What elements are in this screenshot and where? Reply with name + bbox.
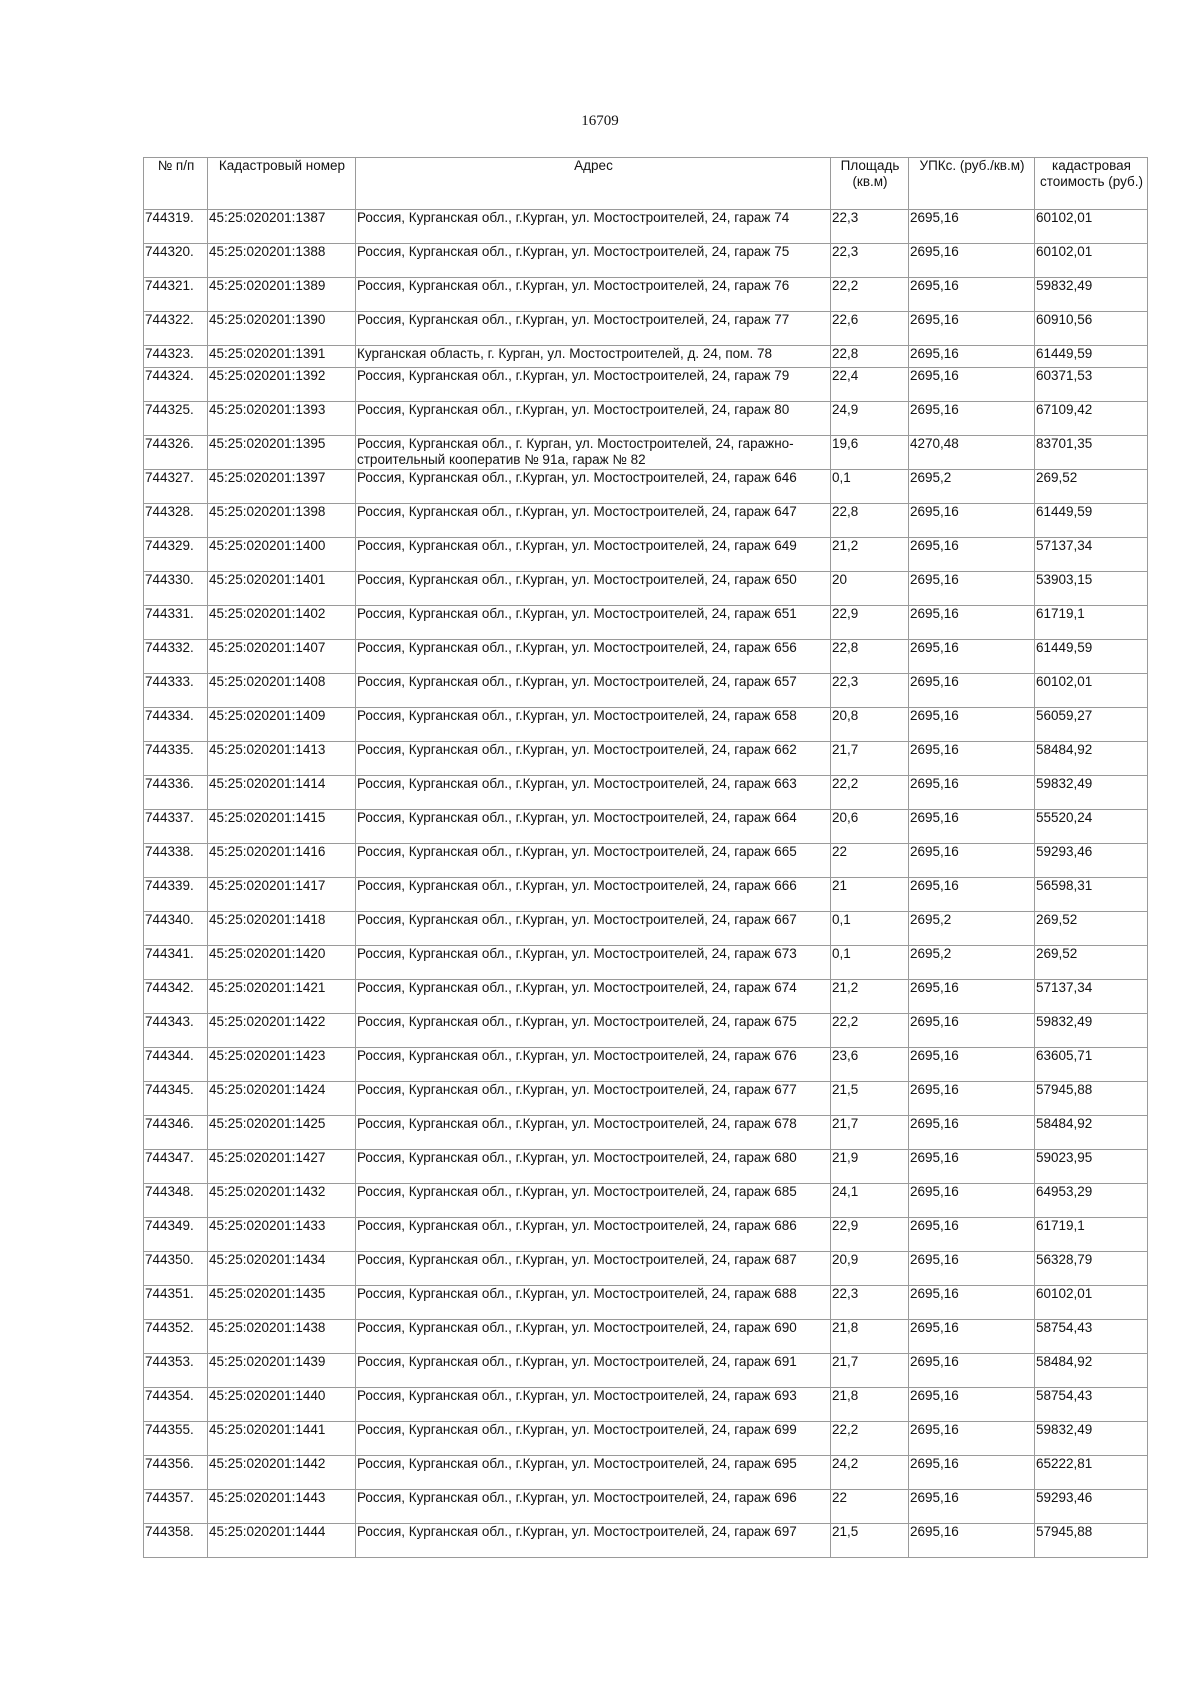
address: Россия, Курганская обл., г.Курган, ул. Мостостроителей, 24, гараж 677 [356, 1082, 831, 1116]
upks: 2695,16 [909, 278, 1035, 312]
table-row [144, 776, 1148, 810]
table-row [144, 470, 1148, 504]
cadastral-number: 45:25:020201:1434 [208, 1252, 356, 1286]
area: 21,7 [831, 742, 909, 776]
area: 22,8 [831, 504, 909, 538]
upks: 2695,16 [909, 1320, 1035, 1354]
cadastral-value: 58484,92 [1035, 1354, 1148, 1388]
cadastral-number: 45:25:020201:1418 [208, 912, 356, 946]
cadastral-number: 45:25:020201:1439 [208, 1354, 356, 1388]
area: 19,6 [831, 436, 909, 470]
cadastral-number: 45:25:020201:1424 [208, 1082, 356, 1116]
table-row [144, 1150, 1148, 1184]
upks: 2695,16 [909, 1116, 1035, 1150]
cadastral-number: 45:25:020201:1400 [208, 538, 356, 572]
address: Курганская область, г. Курган, ул. Мостостроителей, д. 24, пом. 78 [356, 346, 831, 368]
area: 20,6 [831, 810, 909, 844]
row-number: 744344. [144, 1048, 208, 1082]
area: 20,8 [831, 708, 909, 742]
cadastral-value: 64953,29 [1035, 1184, 1148, 1218]
cadastral-value: 269,52 [1035, 470, 1148, 504]
table-row [144, 346, 1148, 368]
area: 21,2 [831, 538, 909, 572]
cadastral-number: 45:25:020201:1435 [208, 1286, 356, 1320]
cadastral-value: 60910,56 [1035, 312, 1148, 346]
address: Россия, Курганская обл., г.Курган, ул. Мостостроителей, 24, гараж 658 [356, 708, 831, 742]
table-row [144, 368, 1148, 402]
cadastral-number: 45:25:020201:1444 [208, 1524, 356, 1558]
upks: 2695,16 [909, 312, 1035, 346]
cadastral-value: 53903,15 [1035, 572, 1148, 606]
row-number: 744336. [144, 776, 208, 810]
table-row [144, 1320, 1148, 1354]
address: Россия, Курганская обл., г.Курган, ул. Мостостроителей, 24, гараж 647 [356, 504, 831, 538]
row-number: 744339. [144, 878, 208, 912]
cadastral-number: 45:25:020201:1387 [208, 210, 356, 244]
upks: 2695,16 [909, 368, 1035, 402]
address: Россия, Курганская обл., г.Курган, ул. Мостостроителей, 24, гараж 676 [356, 1048, 831, 1082]
upks: 2695,16 [909, 1388, 1035, 1422]
header-cadastral-value: кадастровая стоимость (руб.) [1035, 158, 1148, 210]
row-number: 744346. [144, 1116, 208, 1150]
cadastral-number: 45:25:020201:1433 [208, 1218, 356, 1252]
cadastral-value: 60371,53 [1035, 368, 1148, 402]
area: 22,8 [831, 346, 909, 368]
upks: 2695,16 [909, 244, 1035, 278]
table-row [144, 742, 1148, 776]
upks: 2695,16 [909, 776, 1035, 810]
area: 22,4 [831, 368, 909, 402]
address: Россия, Курганская обл., г.Курган, ул. Мостостроителей, 24, гараж 651 [356, 606, 831, 640]
address: Россия, Курганская обл., г.Курган, ул. Мостостроителей, 24, гараж 75 [356, 244, 831, 278]
upks: 2695,16 [909, 980, 1035, 1014]
address: Россия, Курганская обл., г.Курган, ул. Мостостроителей, 24, гараж 680 [356, 1150, 831, 1184]
header-upks: УПКс. (руб./кв.м) [909, 158, 1035, 210]
address: Россия, Курганская обл., г.Курган, ул. Мостостроителей, 24, гараж 699 [356, 1422, 831, 1456]
address: Россия, Курганская обл., г.Курган, ул. Мостостроителей, 24, гараж 674 [356, 980, 831, 1014]
cadastral-number: 45:25:020201:1389 [208, 278, 356, 312]
cadastral-value: 58484,92 [1035, 742, 1148, 776]
upks: 2695,2 [909, 946, 1035, 980]
upks: 2695,16 [909, 1218, 1035, 1252]
table-row [144, 946, 1148, 980]
cadastral-value: 60102,01 [1035, 674, 1148, 708]
table-row [144, 572, 1148, 606]
cadastral-value: 59832,49 [1035, 1422, 1148, 1456]
row-number: 744335. [144, 742, 208, 776]
area: 22,8 [831, 640, 909, 674]
cadastral-value: 57137,34 [1035, 538, 1148, 572]
page-number: 16709 [581, 113, 619, 129]
cadastral-number: 45:25:020201:1443 [208, 1490, 356, 1524]
cadastral-number: 45:25:020201:1397 [208, 470, 356, 504]
area: 24,2 [831, 1456, 909, 1490]
area: 22,2 [831, 1422, 909, 1456]
upks: 2695,16 [909, 402, 1035, 436]
upks: 2695,16 [909, 1354, 1035, 1388]
cadastral-number: 45:25:020201:1401 [208, 572, 356, 606]
upks: 2695,16 [909, 1286, 1035, 1320]
table-row [144, 436, 1148, 470]
address: Россия, Курганская обл., г.Курган, ул. Мостостроителей, 24, гараж 74 [356, 210, 831, 244]
cadastral-number: 45:25:020201:1423 [208, 1048, 356, 1082]
table-row [144, 1218, 1148, 1252]
cadastral-value: 57945,88 [1035, 1524, 1148, 1558]
address: Россия, Курганская обл., г.Курган, ул. Мостостроителей, 24, гараж 76 [356, 278, 831, 312]
address: Россия, Курганская обл., г.Курган, ул. Мостостроителей, 24, гараж 650 [356, 572, 831, 606]
upks: 2695,16 [909, 346, 1035, 368]
address: Россия, Курганская обл., г.Курган, ул. Мостостроителей, 24, гараж 80 [356, 402, 831, 436]
address: Россия, Курганская обл., г.Курган, ул. Мостостроителей, 24, гараж 666 [356, 878, 831, 912]
table-row [144, 244, 1148, 278]
row-number: 744338. [144, 844, 208, 878]
table-row [144, 674, 1148, 708]
cadastral-number: 45:25:020201:1409 [208, 708, 356, 742]
table-row [144, 1184, 1148, 1218]
table-row [144, 1388, 1148, 1422]
area: 20,9 [831, 1252, 909, 1286]
cadastral-number: 45:25:020201:1442 [208, 1456, 356, 1490]
row-number: 744343. [144, 1014, 208, 1048]
table-row [144, 312, 1148, 346]
cadastral-value: 83701,35 [1035, 436, 1148, 470]
area: 22,2 [831, 1014, 909, 1048]
cadastral-number: 45:25:020201:1421 [208, 980, 356, 1014]
table-row [144, 504, 1148, 538]
address: Россия, Курганская обл., г.Курган, ул. Мостостроителей, 24, гараж 685 [356, 1184, 831, 1218]
cadastral-value: 56059,27 [1035, 708, 1148, 742]
area: 0,1 [831, 946, 909, 980]
area: 22 [831, 844, 909, 878]
address: Россия, Курганская обл., г.Курган, ул. Мостостроителей, 24, гараж 688 [356, 1286, 831, 1320]
row-number: 744354. [144, 1388, 208, 1422]
cadastral-value: 59832,49 [1035, 278, 1148, 312]
cadastral-value: 61449,59 [1035, 504, 1148, 538]
area: 22,3 [831, 674, 909, 708]
row-number: 744349. [144, 1218, 208, 1252]
row-number: 744327. [144, 470, 208, 504]
area: 21,5 [831, 1524, 909, 1558]
row-number: 744333. [144, 674, 208, 708]
row-number: 744320. [144, 244, 208, 278]
table-row [144, 606, 1148, 640]
row-number: 744319. [144, 210, 208, 244]
cadastral-value: 59832,49 [1035, 1014, 1148, 1048]
cadastral-value: 58754,43 [1035, 1388, 1148, 1422]
header-cadastral-number: Кадастровый номер [208, 158, 356, 210]
upks: 2695,16 [909, 1490, 1035, 1524]
upks: 2695,16 [909, 1048, 1035, 1082]
cadastral-value: 57137,34 [1035, 980, 1148, 1014]
address: Россия, Курганская обл., г.Курган, ул. Мостостроителей, 24, гараж 691 [356, 1354, 831, 1388]
cadastral-value: 60102,01 [1035, 244, 1148, 278]
upks: 2695,16 [909, 572, 1035, 606]
cadastral-value: 59023,95 [1035, 1150, 1148, 1184]
header-area: Площадь (кв.м) [831, 158, 909, 210]
upks: 2695,16 [909, 1422, 1035, 1456]
address: Россия, Курганская обл., г.Курган, ул. Мостостроителей, 24, гараж 675 [356, 1014, 831, 1048]
row-number: 744328. [144, 504, 208, 538]
row-number: 744337. [144, 810, 208, 844]
upks: 2695,16 [909, 504, 1035, 538]
address: Россия, Курганская обл., г.Курган, ул. Мостостроителей, 24, гараж 79 [356, 368, 831, 402]
address: Россия, Курганская обл., г.Курган, ул. Мостостроителей, 24, гараж 667 [356, 912, 831, 946]
area: 21,8 [831, 1388, 909, 1422]
cadastral-number: 45:25:020201:1438 [208, 1320, 356, 1354]
address: Россия, Курганская обл., г.Курган, ул. Мостостроителей, 24, гараж 690 [356, 1320, 831, 1354]
cadastral-number: 45:25:020201:1432 [208, 1184, 356, 1218]
area: 20 [831, 572, 909, 606]
row-number: 744357. [144, 1490, 208, 1524]
table-row [144, 1422, 1148, 1456]
table-row [144, 878, 1148, 912]
area: 21,8 [831, 1320, 909, 1354]
table-row [144, 640, 1148, 674]
address: Россия, Курганская обл., г.Курган, ул. Мостостроителей, 24, гараж 696 [356, 1490, 831, 1524]
table-row [144, 1116, 1148, 1150]
cadastral-table [143, 157, 1148, 1558]
upks: 2695,16 [909, 538, 1035, 572]
table-row [144, 210, 1148, 244]
upks: 2695,16 [909, 1082, 1035, 1116]
cadastral-number: 45:25:020201:1392 [208, 368, 356, 402]
cadastral-value: 55520,24 [1035, 810, 1148, 844]
table-row [144, 1490, 1148, 1524]
row-number: 744345. [144, 1082, 208, 1116]
upks: 2695,16 [909, 810, 1035, 844]
area: 21 [831, 878, 909, 912]
cadastral-number: 45:25:020201:1417 [208, 878, 356, 912]
table-row [144, 844, 1148, 878]
address: Россия, Курганская обл., г.Курган, ул. Мостостроителей, 24, гараж 687 [356, 1252, 831, 1286]
table-row [144, 1286, 1148, 1320]
cadastral-number: 45:25:020201:1391 [208, 346, 356, 368]
upks: 2695,16 [909, 1014, 1035, 1048]
address: Россия, Курганская обл., г.Курган, ул. Мостостроителей, 24, гараж 665 [356, 844, 831, 878]
cadastral-value: 60102,01 [1035, 1286, 1148, 1320]
cadastral-value: 269,52 [1035, 946, 1148, 980]
upks: 2695,2 [909, 470, 1035, 504]
address: Россия, Курганская обл., г.Курган, ул. Мостостроителей, 24, гараж 695 [356, 1456, 831, 1490]
area: 22 [831, 1490, 909, 1524]
address: Россия, Курганская обл., г.Курган, ул. Мостостроителей, 24, гараж 77 [356, 312, 831, 346]
row-number: 744321. [144, 278, 208, 312]
table-row [144, 810, 1148, 844]
area: 22,6 [831, 312, 909, 346]
row-number: 744325. [144, 402, 208, 436]
row-number: 744356. [144, 1456, 208, 1490]
address: Россия, Курганская обл., г.Курган, ул. Мостостроителей, 24, гараж 656 [356, 640, 831, 674]
cadastral-value: 58754,43 [1035, 1320, 1148, 1354]
row-number: 744340. [144, 912, 208, 946]
row-number: 744355. [144, 1422, 208, 1456]
cadastral-value: 59832,49 [1035, 776, 1148, 810]
table-row [144, 1014, 1148, 1048]
area: 21,7 [831, 1116, 909, 1150]
row-number: 744352. [144, 1320, 208, 1354]
cadastral-value: 61449,59 [1035, 640, 1148, 674]
cadastral-number: 45:25:020201:1390 [208, 312, 356, 346]
area: 22,3 [831, 244, 909, 278]
table-row [144, 708, 1148, 742]
row-number: 744326. [144, 436, 208, 470]
cadastral-value: 65222,81 [1035, 1456, 1148, 1490]
upks: 2695,16 [909, 1524, 1035, 1558]
area: 23,6 [831, 1048, 909, 1082]
area: 22,9 [831, 1218, 909, 1252]
row-number: 744330. [144, 572, 208, 606]
area: 0,1 [831, 470, 909, 504]
header-address: Адрес [356, 158, 831, 210]
upks: 2695,16 [909, 674, 1035, 708]
row-number: 744322. [144, 312, 208, 346]
address: Россия, Курганская обл., г.Курган, ул. Мостостроителей, 24, гараж 693 [356, 1388, 831, 1422]
table-row [144, 1048, 1148, 1082]
area: 21,5 [831, 1082, 909, 1116]
cadastral-value: 63605,71 [1035, 1048, 1148, 1082]
area: 22,9 [831, 606, 909, 640]
cadastral-number: 45:25:020201:1415 [208, 810, 356, 844]
upks: 2695,16 [909, 210, 1035, 244]
upks: 2695,16 [909, 1456, 1035, 1490]
table-row [144, 1524, 1148, 1558]
upks: 2695,16 [909, 844, 1035, 878]
address: Россия, Курганская обл., г.Курган, ул. Мостостроителей, 24, гараж 646 [356, 470, 831, 504]
table-row [144, 538, 1148, 572]
row-number: 744332. [144, 640, 208, 674]
area: 22,2 [831, 776, 909, 810]
area: 21,9 [831, 1150, 909, 1184]
cadastral-number: 45:25:020201:1441 [208, 1422, 356, 1456]
area: 24,9 [831, 402, 909, 436]
upks: 4270,48 [909, 436, 1035, 470]
address: Россия, Курганская обл., г.Курган, ул. Мостостроителей, 24, гараж 649 [356, 538, 831, 572]
cadastral-value: 61719,1 [1035, 606, 1148, 640]
table-row [144, 1354, 1148, 1388]
table-row [144, 1252, 1148, 1286]
area: 21,7 [831, 1354, 909, 1388]
row-number: 744351. [144, 1286, 208, 1320]
upks: 2695,16 [909, 1252, 1035, 1286]
address: Россия, Курганская обл., г.Курган, ул. Мостостроителей, 24, гараж 673 [356, 946, 831, 980]
cadastral-value: 57945,88 [1035, 1082, 1148, 1116]
cadastral-value: 59293,46 [1035, 844, 1148, 878]
cadastral-value: 56598,31 [1035, 878, 1148, 912]
row-number: 744358. [144, 1524, 208, 1558]
area: 0,1 [831, 912, 909, 946]
cadastral-value: 67109,42 [1035, 402, 1148, 436]
upks: 2695,16 [909, 708, 1035, 742]
cadastral-number: 45:25:020201:1407 [208, 640, 356, 674]
area: 22,3 [831, 210, 909, 244]
row-number: 744334. [144, 708, 208, 742]
table-row [144, 1082, 1148, 1116]
cadastral-number: 45:25:020201:1440 [208, 1388, 356, 1422]
row-number: 744341. [144, 946, 208, 980]
upks: 2695,16 [909, 606, 1035, 640]
cadastral-number: 45:25:020201:1414 [208, 776, 356, 810]
cadastral-value: 61719,1 [1035, 1218, 1148, 1252]
row-number: 744350. [144, 1252, 208, 1286]
cadastral-number: 45:25:020201:1395 [208, 436, 356, 470]
upks: 2695,16 [909, 1184, 1035, 1218]
table-row [144, 1456, 1148, 1490]
cadastral-number: 45:25:020201:1398 [208, 504, 356, 538]
cadastral-number: 45:25:020201:1388 [208, 244, 356, 278]
upks: 2695,16 [909, 640, 1035, 674]
address: Россия, Курганская обл., г.Курган, ул. Мостостроителей, 24, гараж 662 [356, 742, 831, 776]
header-row [144, 158, 1148, 210]
cadastral-value: 269,52 [1035, 912, 1148, 946]
address: Россия, Курганская обл., г.Курган, ул. Мостостроителей, 24, гараж 697 [356, 1524, 831, 1558]
area: 22,2 [831, 278, 909, 312]
cadastral-value: 61449,59 [1035, 346, 1148, 368]
row-number: 744348. [144, 1184, 208, 1218]
table-row [144, 980, 1148, 1014]
table-body [144, 210, 1148, 1558]
upks: 2695,16 [909, 742, 1035, 776]
cadastral-number: 45:25:020201:1408 [208, 674, 356, 708]
cadastral-number: 45:25:020201:1393 [208, 402, 356, 436]
cadastral-number: 45:25:020201:1413 [208, 742, 356, 776]
table-row [144, 278, 1148, 312]
area: 22,3 [831, 1286, 909, 1320]
address: Россия, Курганская обл., г.Курган, ул. Мостостроителей, 24, гараж 663 [356, 776, 831, 810]
table-row [144, 402, 1148, 436]
cadastral-number: 45:25:020201:1402 [208, 606, 356, 640]
row-number: 744353. [144, 1354, 208, 1388]
cadastral-value: 56328,79 [1035, 1252, 1148, 1286]
cadastral-value: 58484,92 [1035, 1116, 1148, 1150]
row-number: 744324. [144, 368, 208, 402]
cadastral-number: 45:25:020201:1422 [208, 1014, 356, 1048]
cadastral-value: 59293,46 [1035, 1490, 1148, 1524]
row-number: 744347. [144, 1150, 208, 1184]
upks: 2695,2 [909, 912, 1035, 946]
address: Россия, Курганская обл., г.Курган, ул. Мостостроителей, 24, гараж 664 [356, 810, 831, 844]
cadastral-number: 45:25:020201:1416 [208, 844, 356, 878]
row-number: 744342. [144, 980, 208, 1014]
cadastral-number: 45:25:020201:1427 [208, 1150, 356, 1184]
row-number: 744331. [144, 606, 208, 640]
row-number: 744323. [144, 346, 208, 368]
table-header [144, 158, 1148, 210]
area: 21,2 [831, 980, 909, 1014]
upks: 2695,16 [909, 878, 1035, 912]
upks: 2695,16 [909, 1150, 1035, 1184]
cadastral-number: 45:25:020201:1425 [208, 1116, 356, 1150]
address: Россия, Курганская обл., г.Курган, ул. Мостостроителей, 24, гараж 686 [356, 1218, 831, 1252]
table-row [144, 912, 1148, 946]
cadastral-value: 60102,01 [1035, 210, 1148, 244]
address: Россия, Курганская обл., г.Курган, ул. Мостостроителей, 24, гараж 678 [356, 1116, 831, 1150]
header-number: № п/п [144, 158, 208, 210]
address: Россия, Курганская обл., г. Курган, ул. Мостостроителей, 24, гаражно-строительный кооператив № 91а, гараж № 82 [356, 436, 831, 470]
address: Россия, Курганская обл., г.Курган, ул. Мостостроителей, 24, гараж 657 [356, 674, 831, 708]
area: 24,1 [831, 1184, 909, 1218]
cadastral-number: 45:25:020201:1420 [208, 946, 356, 980]
row-number: 744329. [144, 538, 208, 572]
